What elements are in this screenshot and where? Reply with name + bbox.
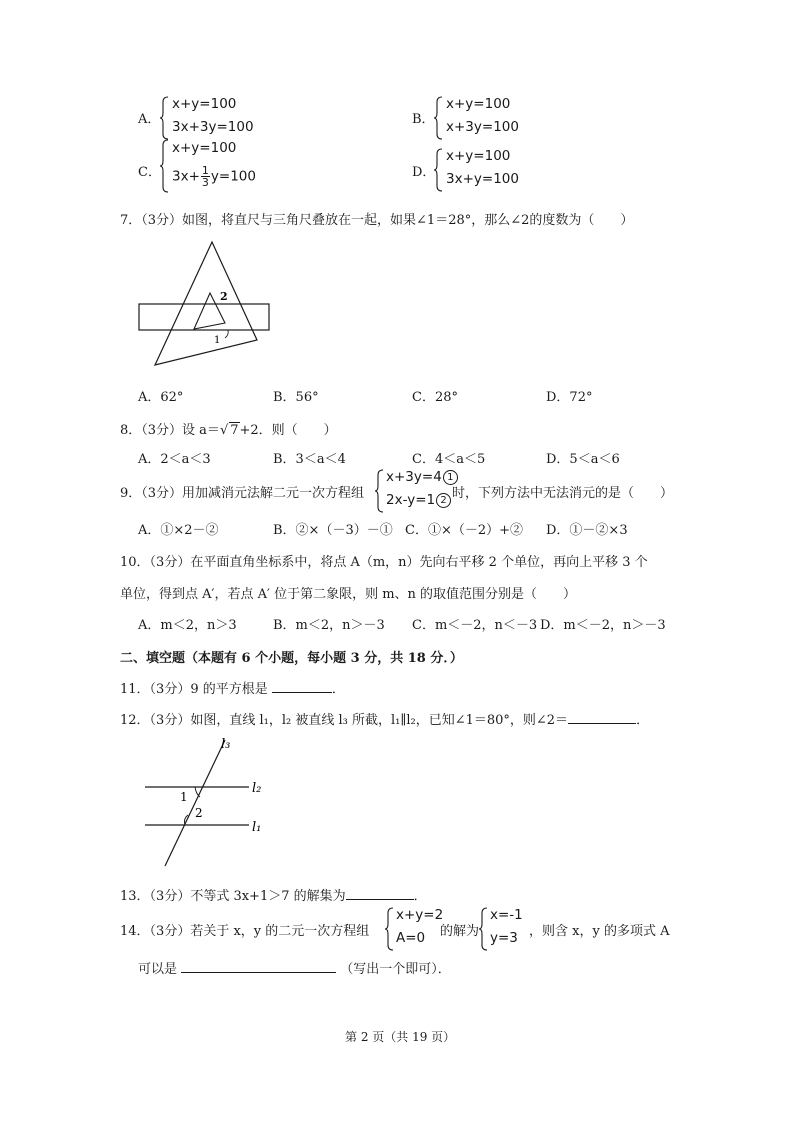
q6-option-c-label: C． [138,165,161,180]
q12-angle-1-arc [195,787,200,797]
q9-stem-pre: 9．（3分）用加减消元法解二元一次方程组 [120,486,365,501]
q12 [120,709,649,728]
q6-c-line2-pre: 3x+ [172,168,200,185]
q10-line1: 10．（3分）在平面直角坐标系中，将点 A（m，n）先向右平移 2 个单位，再向上平移 3 个 [120,555,648,570]
q12-label-l1: l₁ [252,820,262,835]
q13-pre: 13．（3分）不等式 3x+1＞7 的解集为 [120,889,346,904]
q6-c-line2-post: y=100 [210,168,256,185]
circled-two-icon: 2 [436,493,451,508]
q14-pre: 14．（3分）若关于 x，y 的二元一次方程组 [120,924,370,939]
q8-stem-pre: 8．（3分）设 a＝ [120,423,220,438]
q14-mid: 的解为 [440,924,480,939]
q14-line2 [138,958,451,977]
q9-option-d: D．①－②×3 [546,523,628,538]
q6-a-line2: 3x+3y=100 [172,119,254,135]
q6-option-a-system [160,96,260,140]
q9-eq2-text: 2x-y=1 [386,492,436,508]
q7-option-c: C．28° [412,390,458,405]
q12-label-l2: l₂ [252,781,262,796]
q11 [120,678,345,697]
fraction-one-third [201,165,210,188]
brace-icon [434,96,444,140]
circled-one-icon: 1 [443,470,458,485]
q6-option-a-label: A． [138,112,161,127]
q8-stem-post: +2．则（ ） [239,423,337,438]
q14-answer-blank[interactable] [181,960,336,973]
section-2-title: 二、填空题（本题有 6 个小题，每小题 3 分，共 18 分．） [120,651,463,666]
q6-option-c-system [160,139,270,193]
q6-option-b-label: B． [412,112,435,127]
q12-answer-blank[interactable] [568,711,636,724]
sqrt-seven [220,422,240,438]
q10-option-b: B．m＜2，n＞－3 [273,618,385,633]
q6-c-line1: x+y=100 [172,140,237,156]
q13-answer-blank[interactable] [346,887,414,900]
q14-sys2-line2: y=3 [490,930,518,946]
q6-option-d-system [434,148,534,192]
q6-b-line2: x+3y=100 [446,119,519,135]
q12-post: ． [636,713,650,728]
q14-system-1 [385,907,445,951]
q6-a-line1: x+y=100 [172,96,237,112]
q12-angle-2-label: 2 [195,806,203,820]
q9-option-b: B．②×（－3）－① [273,523,393,538]
q11-pre: 11．（3分）9 的平方根是 [120,682,268,697]
brace-icon [375,469,385,513]
q8-option-d: D．5＜a＜6 [546,452,620,467]
q14-sys1-line2: A=0 [396,930,426,946]
q13-post: ． [413,889,427,904]
q9-eq1-text: x+3y=4 [386,469,442,485]
q12-figure-parallel-lines [140,734,280,872]
brace-icon [385,907,395,951]
q6-c-line2 [172,165,256,188]
q7-option-b: B．56° [273,390,319,405]
q8-stem [120,419,337,438]
line-l3 [165,740,225,866]
q7-option-d: D．72° [546,390,593,405]
q6-option-d-label: D． [412,165,436,180]
q11-answer-blank[interactable] [272,680,332,693]
q6-b-line1: x+y=100 [446,96,511,112]
q13 [120,885,427,904]
brace-icon [479,907,489,951]
fraction-denominator: 3 [201,176,209,189]
brace-icon [160,96,170,140]
fraction-numerator: 1 [201,164,209,177]
q12-angle-1-label: 1 [180,790,188,804]
ruler-rect [139,304,269,330]
q14-sys1-line1: x+y=2 [396,907,444,923]
q10-option-c: C．m＜－2，n＜－3 [412,618,538,633]
q9-stem-post: 时，下列方法中无法消元的是（ ） [452,486,674,501]
q12-pre: 12．（3分）如图，直线 l₁，l₂ 被直线 l₃ 所截，l₁∥l₂，已知∠1＝80°，则∠2＝ [120,713,569,728]
q14-line2-pre: 可以是 [138,962,178,977]
q7-stem: 7．（3分）如图，将直尺与三角尺叠放在一起，如果∠1＝28°，那么∠2的度数为（ ） [120,213,634,228]
q10-line2: 单位，得到点 A′，若点 A′ 位于第二象限，则 m、n 的取值范围分别是（ ） [120,587,577,602]
q7-angle-1-label: 1 [214,335,221,346]
q11-post: ． [331,682,345,697]
q7-figure-ruler-triangle [130,238,280,370]
q7-angle-2-label: 2 [220,290,228,303]
radical-sign-icon: √ [219,423,229,438]
q14-post: ，则含 x，y 的多项式 A [529,924,670,939]
q9-eq1 [386,469,458,485]
q6-d-line2: 3x+y=100 [446,171,519,187]
q10-option-a: A．m＜2，n＞3 [138,618,237,633]
q9-option-a: A．①×2－② [138,523,219,538]
q9-eq2 [386,492,451,508]
q9-option-c: C．①×（－2）+② [405,523,524,538]
brace-icon [160,139,170,193]
q7-angle-1-arc [225,330,228,338]
q6-d-line1: x+y=100 [446,148,511,164]
q8-option-c: C．4＜a＜5 [412,452,486,467]
q8-option-b: B．3＜a＜4 [273,452,346,467]
radicand: 7 [230,423,239,438]
q6-option-b-system [434,96,534,140]
q7-option-a: A．62° [138,390,184,405]
q14-sys2-line1: x=-1 [490,907,523,923]
q10-option-d: D．m＜－2，n＞－3 [540,618,666,633]
q8-option-a: A．2＜a＜3 [138,452,211,467]
brace-icon [434,148,444,192]
q14-line2-post: （写出一个即可）． [340,962,451,977]
page-footer: 第 2 页（共 19 页） [345,1030,456,1044]
q12-label-l3: l₃ [221,737,231,752]
